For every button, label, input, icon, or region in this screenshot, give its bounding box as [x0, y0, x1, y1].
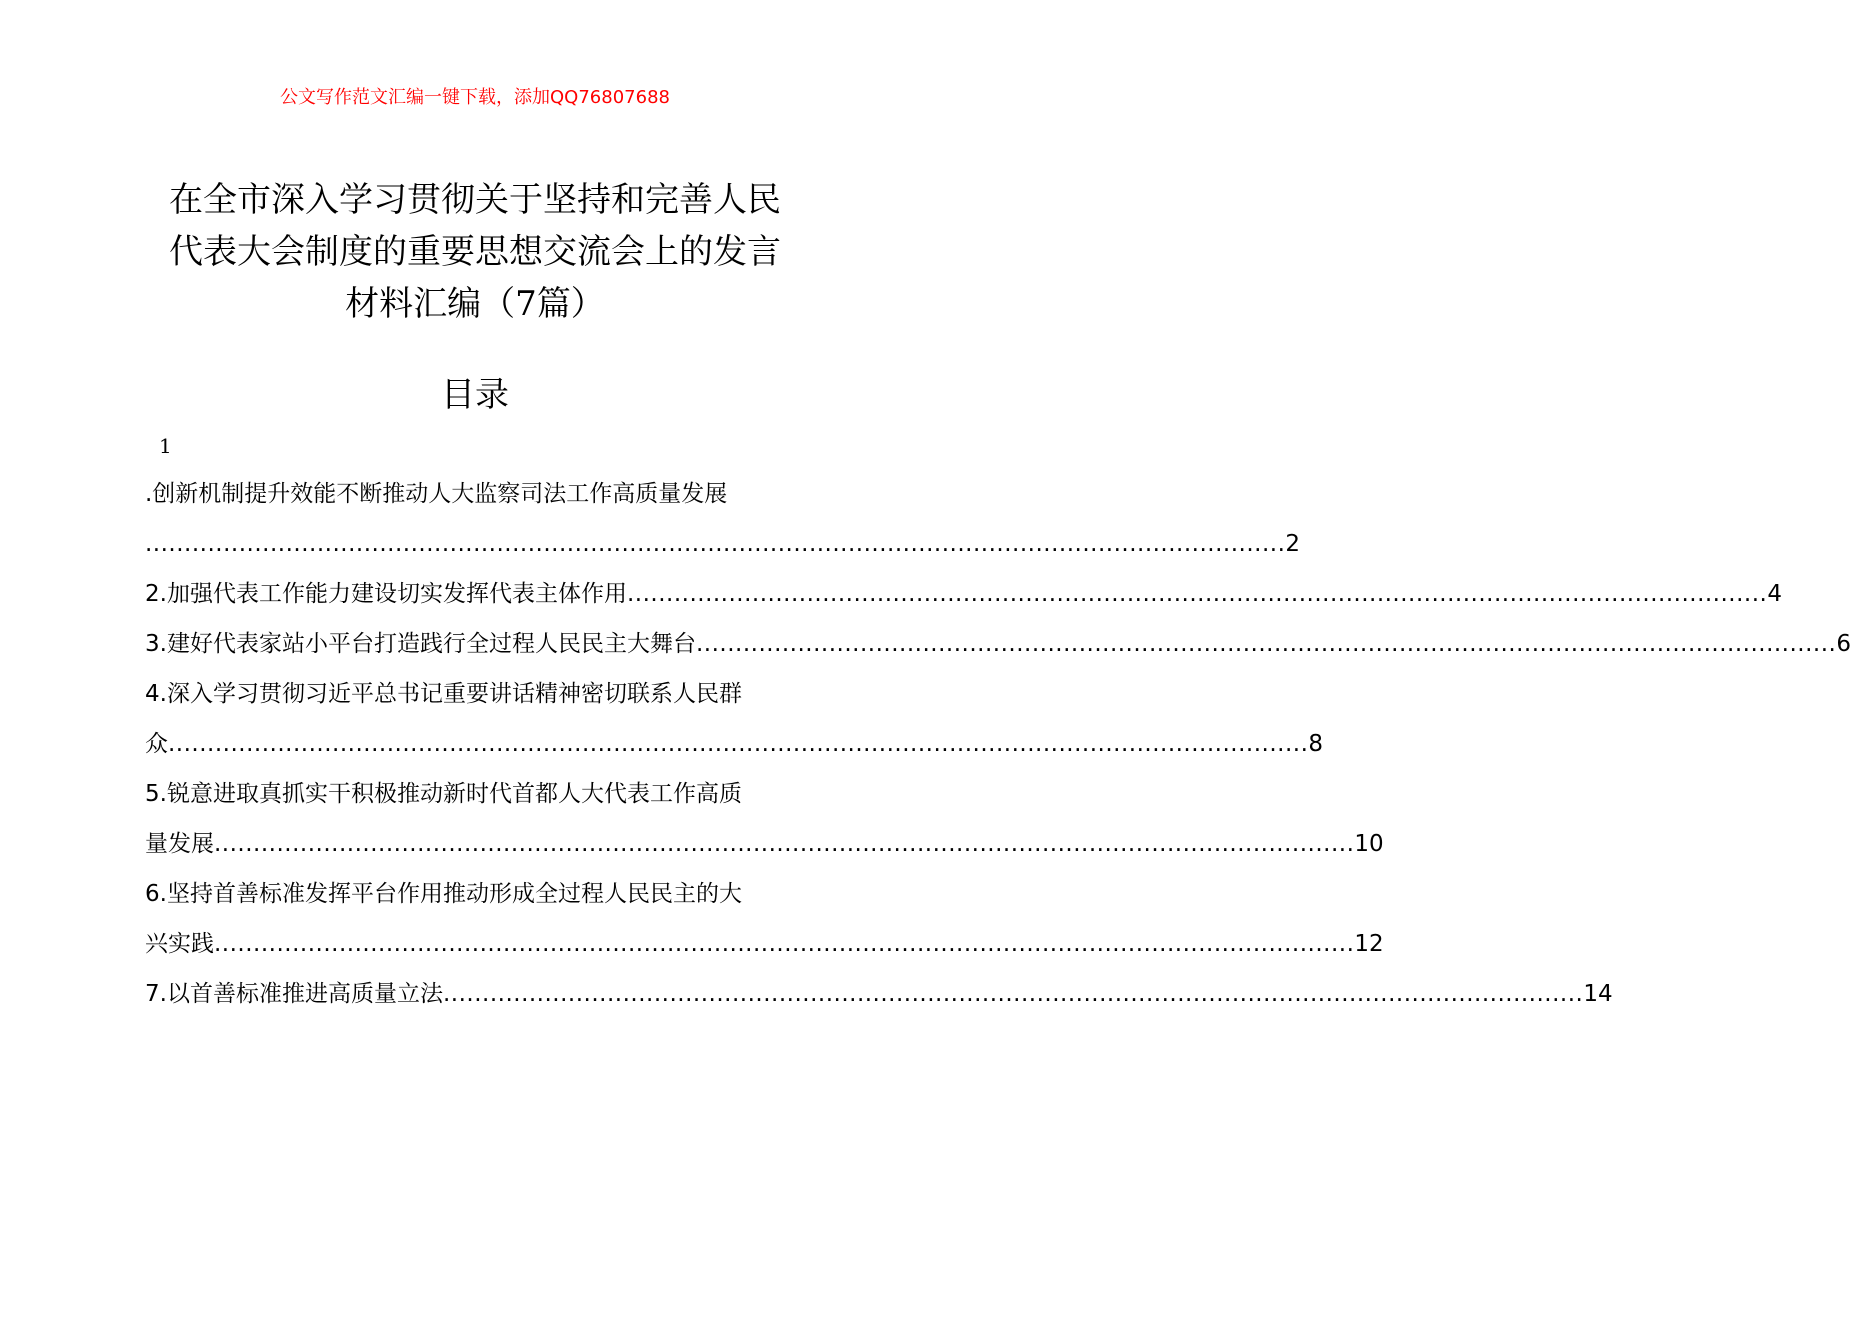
title-line-3 [120, 278, 830, 330]
toc-entry-5-text: 5.锐意进取真抓实干积极推动新时代首都人大代表工作高质 [145, 781, 742, 807]
toc-heading: 目录 [441, 375, 509, 415]
toc-entry-4-page: 8 [1308, 731, 1324, 757]
toc-leader-3: .................................................................................................................................................. [695, 631, 1837, 657]
toc-entry-1-text: .创新机制提升效能不断推动人大监察司法工作高质量发展 [145, 481, 728, 507]
title-article-count: 7 [515, 284, 537, 324]
toc-entry-6-text: 6.坚持首善标准发挥平台作用推动形成全过程人民民主的大 [145, 881, 742, 907]
title-line-3-prefix: 材料汇编（ [345, 284, 516, 324]
toc-entry-7-text: 7.以首善标准推进高质量立法 [145, 981, 443, 1007]
toc-entry-2-text: 2.加强代表工作能力建设切实发挥代表主体作用 [145, 581, 627, 607]
toc-entry-5-page: 10 [1354, 831, 1384, 857]
title-line-1: 在全市深入学习贯彻关于坚持和完善人民 [169, 180, 781, 220]
toc-entry-3-text: 3.建好代表家站小平台打造践行全过程人民民主大舞台 [145, 631, 696, 657]
toc-entry-4-text-continued: 众 [145, 731, 168, 757]
toc-entry-1-page: 2 [1285, 531, 1301, 557]
title-line-2: 代表大会制度的重要思想交流会上的发言 [169, 232, 781, 272]
toc-leader-6: .................................................................................................................................................. [214, 931, 1355, 957]
toc-entry-6[interactable] [145, 869, 807, 919]
toc-leader-4: .................................................................................................................................................. [168, 731, 1309, 757]
toc-entry-6-text-continued: 兴实践 [145, 931, 214, 957]
toc-entry-4-text: 4.深入学习贯彻习近平总书记重要讲话精神密切联系人民群 [145, 681, 742, 707]
toc-entry-2[interactable] [145, 569, 1783, 619]
toc-entry-1-number: 1 [159, 434, 172, 458]
toc-entry-4[interactable] [145, 669, 807, 719]
toc-entry-5[interactable] [145, 769, 807, 819]
toc-entry-5-continuation[interactable] [145, 819, 1384, 869]
toc-leader-1: .................................................................................................................................................. [145, 531, 1286, 557]
toc-entry-7[interactable] [145, 969, 1613, 1019]
toc-entry-4-continuation[interactable] [145, 719, 1324, 769]
toc-entry-2-page: 4 [1767, 581, 1783, 607]
toc-entry-1[interactable] [145, 469, 807, 519]
toc-entry-6-continuation[interactable] [145, 919, 1384, 969]
toc-leader-7: .................................................................................................................................................. [442, 981, 1584, 1007]
toc-leader-2: .................................................................................................................................................. [626, 581, 1768, 607]
toc-entry-3-page: 6 [1836, 631, 1851, 657]
document-title [120, 174, 830, 330]
title-line-3-suffix: 篇） [536, 284, 605, 324]
toc-entry-6-page: 12 [1354, 931, 1384, 957]
toc-entry-3[interactable] [145, 619, 1851, 669]
toc-entry-7-page: 14 [1583, 981, 1613, 1007]
toc-leader-5: .................................................................................................................................................. [214, 831, 1355, 857]
toc-entry-1-continuation[interactable] [145, 519, 1301, 569]
toc-entry-5-text-continued: 量发展 [145, 831, 214, 857]
download-banner: 公文写作范文汇编一键下载，添加QQ76807688 [280, 87, 670, 108]
